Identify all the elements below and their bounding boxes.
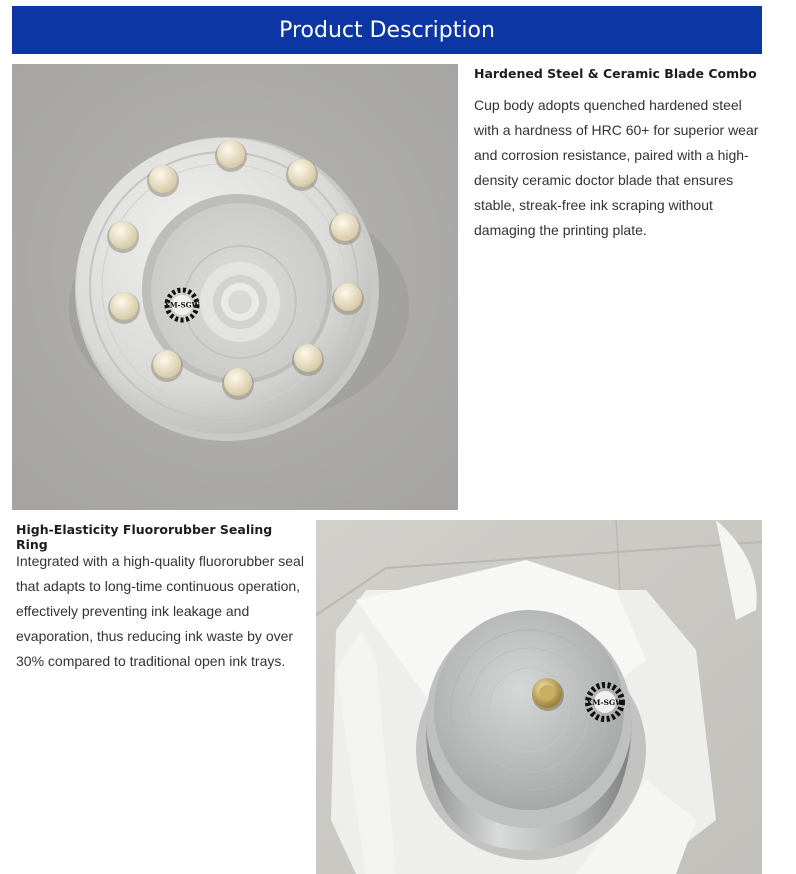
section-title: Product Description <box>279 17 495 43</box>
ink-cup-top-view-photo <box>12 64 458 510</box>
watermark-text: XM-SGW <box>586 698 624 707</box>
section1-body: Cup body adopts quenched hardened steel with a hardness of HRC 60+ for superior wear and corrosion resistance, paired with a high-density ceramic doctor blade that ensures stable, streak-free ink scraping without damaging the printing plate. <box>474 97 759 238</box>
section2-body: Integrated with a high-quality fluororubber seal that adapts to long-time continuous operation, effectively preventing ink leakage and evaporation, thus reducing ink waste by over 30% compared to traditional open ink trays. <box>16 553 304 669</box>
section1-heading: Hardened Steel & Ceramic Blade Combo <box>474 66 757 81</box>
ink-cup-seal-photo <box>316 520 762 874</box>
section2-heading: High-Elasticity Fluororubber Sealing Ring <box>16 522 273 552</box>
section-title-banner <box>12 6 762 54</box>
watermark-text: XM-SGW <box>164 300 200 310</box>
